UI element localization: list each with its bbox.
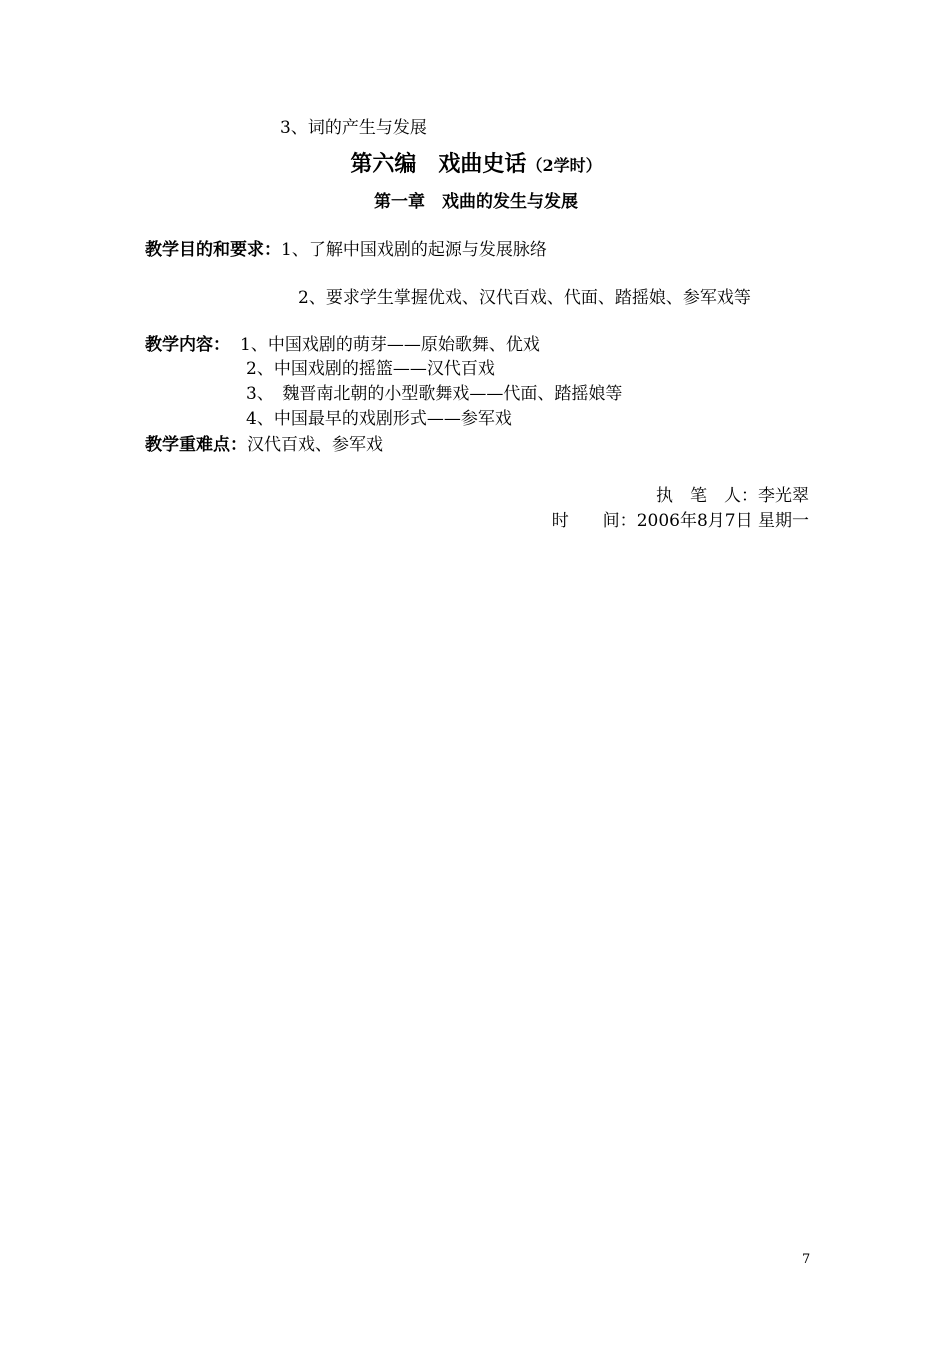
- objectives-line-1: [145, 239, 547, 261]
- date-label: 时 间：: [551, 511, 637, 531]
- content-line-1: [145, 334, 540, 356]
- author-line: [656, 485, 809, 507]
- date-value: 2006年8月7日 星期一: [636, 511, 809, 531]
- content-label: 教学内容：: [145, 335, 230, 355]
- key-points-text: 汉代百戏、参军戏: [247, 435, 383, 455]
- key-points-line: [145, 434, 383, 456]
- content-item-4: 4、中国最早的戏剧形式——参军戏: [246, 409, 512, 429]
- previous-section-item: 3、词的产生与发展: [280, 118, 427, 138]
- author-name: 李光翠: [758, 486, 809, 506]
- objective-item-2: 2、要求学生掌握优戏、汉代百戏、代面、踏摇娘、参军戏等: [298, 288, 751, 308]
- content-item-1: 1、中国戏剧的萌芽——原始歌舞、优戏: [240, 335, 540, 355]
- content-item-2: 2、中国戏剧的摇篮——汉代百戏: [246, 359, 495, 379]
- part-title: 第六编 戏曲史话: [350, 151, 527, 177]
- chapter-title: 第一章 戏曲的发生与发展: [374, 192, 578, 212]
- author-label: 执 笔 人：: [656, 486, 758, 506]
- key-points-label: 教学重难点：: [145, 435, 247, 455]
- date-line: [552, 510, 809, 532]
- part-heading: [0, 149, 952, 181]
- objectives-label: 教学目的和要求：: [145, 240, 281, 260]
- part-hours: （2学时）: [526, 156, 602, 175]
- content-item-3: 3、 魏晋南北朝的小型歌舞戏——代面、踏摇娘等: [246, 384, 623, 404]
- objective-item-1: 1、了解中国戏剧的起源与发展脉络: [281, 240, 547, 260]
- page-number: 7: [802, 1252, 811, 1267]
